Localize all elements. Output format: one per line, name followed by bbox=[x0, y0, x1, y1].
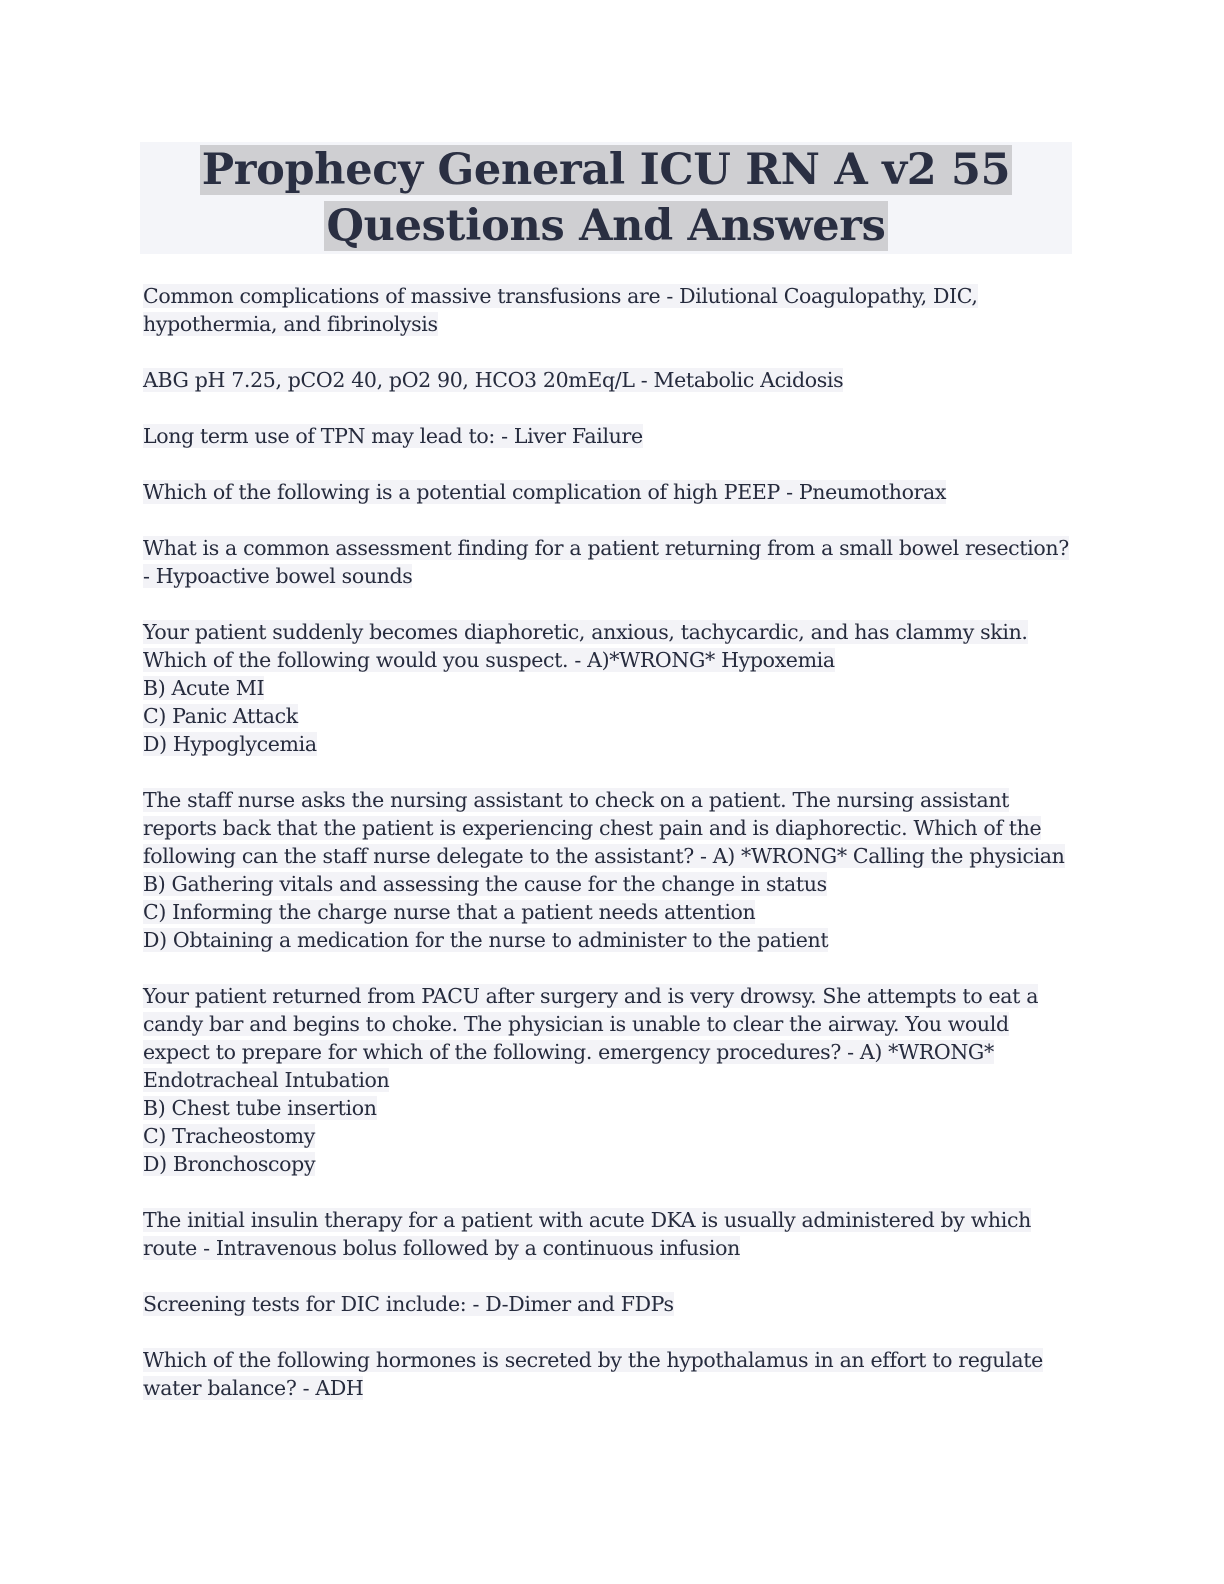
qa-option: D) Obtaining a medication for the nurse to administer to the patient bbox=[143, 928, 829, 952]
qa-item bbox=[143, 1206, 1078, 1262]
qa-line: candy bar and begins to choke. The physician is unable to clear the airway. You would bbox=[143, 1012, 1009, 1036]
qa-line: Your patient suddenly becomes diaphoretic, anxious, tachycardic, and has clammy skin. bbox=[143, 620, 1028, 644]
qa-line: Which of the following hormones is secreted by the hypothalamus in an effort to regulate bbox=[143, 1348, 1043, 1372]
qa-line: following can the staff nurse delegate to the assistant? - A) *WRONG* Calling the physician bbox=[143, 844, 1065, 868]
qa-item bbox=[143, 366, 1078, 394]
qa-line: hypothermia, and fibrinolysis bbox=[143, 312, 438, 336]
qa-item bbox=[143, 1290, 1078, 1318]
qa-option: D) Bronchoscopy bbox=[143, 1152, 316, 1176]
qa-line: - Hypoactive bowel sounds bbox=[143, 564, 413, 588]
qa-option: D) Hypoglycemia bbox=[143, 732, 317, 756]
qa-item bbox=[143, 534, 1078, 590]
qa-line: ABG pH 7.25, pCO2 40, pO2 90, HCO3 20mEq/L - Metabolic Acidosis bbox=[143, 368, 844, 392]
qa-item bbox=[143, 618, 1078, 758]
page-title bbox=[140, 142, 1072, 254]
qa-line: Which of the following would you suspect. - A)*WRONG* Hypoxemia bbox=[143, 648, 835, 672]
qa-line: Which of the following is a potential complication of high PEEP - Pneumothorax bbox=[143, 480, 947, 504]
qa-line: Common complications of massive transfusions are - Dilutional Coagulopathy, DIC, bbox=[143, 284, 978, 308]
qa-line: The initial insulin therapy for a patient with acute DKA is usually administered by which bbox=[143, 1208, 1031, 1232]
qa-list bbox=[143, 282, 1078, 1430]
qa-item bbox=[143, 478, 1078, 506]
qa-line: Long term use of TPN may lead to: - Liver Failure bbox=[143, 424, 643, 448]
qa-item bbox=[143, 282, 1078, 338]
qa-item bbox=[143, 786, 1078, 954]
qa-item bbox=[143, 422, 1078, 450]
title-line-2: Questions And Answers bbox=[326, 201, 886, 251]
qa-line: Endotracheal Intubation bbox=[143, 1068, 390, 1092]
qa-option: B) Gathering vitals and assessing the cause for the change in status bbox=[143, 872, 827, 896]
qa-line: Screening tests for DIC include: - D-Dimer and FDPs bbox=[143, 1292, 674, 1316]
qa-option: C) Tracheostomy bbox=[143, 1124, 315, 1148]
title-line-1: Prophecy General ICU RN A v2 55 bbox=[201, 145, 1011, 195]
qa-line: The staff nurse asks the nursing assistant to check on a patient. The nursing assistant bbox=[143, 788, 1010, 812]
qa-line: Your patient returned from PACU after surgery and is very drowsy. She attempts to eat a bbox=[143, 984, 1039, 1008]
qa-line: reports back that the patient is experiencing chest pain and is diaphorectic. Which of the bbox=[143, 816, 1042, 840]
qa-option: B) Chest tube insertion bbox=[143, 1096, 377, 1120]
qa-item bbox=[143, 982, 1078, 1178]
qa-line: What is a common assessment finding for a patient returning from a small bowel resection? bbox=[143, 536, 1069, 560]
qa-option: B) Acute MI bbox=[143, 676, 265, 700]
qa-item bbox=[143, 1346, 1078, 1402]
qa-line: water balance? - ADH bbox=[143, 1376, 364, 1400]
qa-option: C) Panic Attack bbox=[143, 704, 298, 728]
qa-line: route - Intravenous bolus followed by a continuous infusion bbox=[143, 1236, 740, 1260]
qa-line: expect to prepare for which of the following. emergency procedures? - A) *WRONG* bbox=[143, 1040, 994, 1064]
qa-option: C) Informing the charge nurse that a patient needs attention bbox=[143, 900, 756, 924]
